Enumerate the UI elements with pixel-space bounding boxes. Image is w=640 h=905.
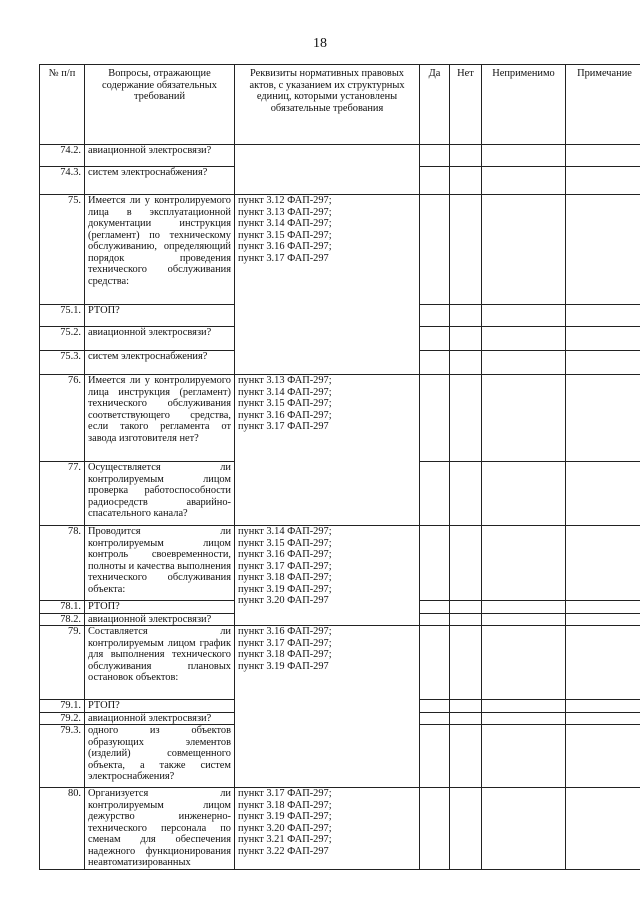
table-row — [40, 145, 640, 167]
cell-na[interactable] — [482, 195, 566, 305]
cell-yes[interactable] — [420, 145, 450, 167]
cell-note[interactable] — [566, 305, 640, 327]
row-question: Проводится ли контролируемым лицом контроль своевременности, полноты и качества выполнения технического обслуживания объекта: — [85, 526, 235, 601]
requisite-line: пункт 3.16 ФАП-297; — [238, 409, 332, 421]
table-row — [40, 526, 640, 601]
cell-no[interactable] — [450, 351, 482, 375]
row-number: 75.3. — [40, 351, 85, 375]
cell-note[interactable] — [566, 700, 640, 713]
cell-yes[interactable] — [420, 725, 450, 788]
cell-no[interactable] — [450, 626, 482, 700]
requisite-line: пункт 3.18 ФАП-297; — [238, 649, 332, 660]
checklist-table — [39, 64, 640, 870]
cell-yes[interactable] — [420, 712, 450, 725]
requisite-line: пункт 3.16 ФАП-297; — [238, 626, 332, 637]
cell-yes[interactable] — [420, 351, 450, 375]
header-yes: Да — [420, 65, 450, 145]
row-question: Имеется ли у контролируемого лица инструкция (регламент) технического обслуживания соответствующего средства, если такого регламента от завода изготовителя нет? — [85, 375, 235, 462]
requisite-line: пункт 3.20 ФАП-297 — [238, 595, 329, 606]
requisite-line: пункт 3.17 ФАП-297; — [238, 788, 332, 799]
cell-na[interactable] — [482, 327, 566, 351]
cell-note[interactable] — [566, 526, 640, 601]
cell-na[interactable] — [482, 375, 566, 462]
header-na: Неприменимо — [482, 65, 566, 145]
cell-na[interactable] — [482, 788, 566, 870]
cell-no[interactable] — [450, 712, 482, 725]
row-requisites — [235, 788, 420, 870]
requisite-line: пункт 3.14 ФАП-297; — [238, 526, 332, 537]
row-number: 74.3. — [40, 167, 85, 195]
requisite-line: пункт 3.18 ФАП-297; — [238, 799, 332, 811]
table-row — [40, 375, 640, 462]
cell-note[interactable] — [566, 788, 640, 870]
cell-note[interactable] — [566, 613, 640, 626]
requisite-line: пункт 3.13 ФАП-297; — [238, 375, 332, 386]
cell-no[interactable] — [450, 167, 482, 195]
cell-yes[interactable] — [420, 305, 450, 327]
row-number: 74.2. — [40, 145, 85, 167]
cell-note[interactable] — [566, 462, 640, 526]
cell-yes[interactable] — [420, 195, 450, 305]
requisite-line: пункт 3.19 ФАП-297 — [238, 660, 329, 672]
requisite-line: пункт 3.21 ФАП-297; — [238, 834, 332, 845]
row-question: Осуществляется ли контролируемым лицом проверка работоспособности радиосредств аварийно-спасательного канала? — [85, 462, 235, 526]
requisite-line: пункт 3.16 ФАП-297; — [238, 549, 332, 560]
cell-note[interactable] — [566, 626, 640, 700]
requisite-line: пункт 3.17 ФАП-297; — [238, 637, 332, 649]
cell-na[interactable] — [482, 526, 566, 601]
header-no: Нет — [450, 65, 482, 145]
row-number: 75.1. — [40, 305, 85, 327]
row-question: авиационной электросвязи? — [85, 145, 235, 167]
row-question: РТОП? — [85, 305, 235, 327]
cell-no[interactable] — [450, 195, 482, 305]
row-requisites — [235, 145, 420, 195]
cell-na[interactable] — [482, 462, 566, 526]
requisite-line: пункт 3.15 ФАП-297; — [238, 398, 332, 409]
header-num: № п/п — [40, 65, 85, 145]
cell-yes[interactable] — [420, 526, 450, 601]
row-number: 78.2. — [40, 613, 85, 626]
cell-yes[interactable] — [420, 700, 450, 713]
header-note: Примечание — [566, 65, 640, 145]
cell-yes[interactable] — [420, 613, 450, 626]
row-number: 77. — [40, 462, 85, 526]
cell-na[interactable] — [482, 305, 566, 327]
row-question: систем электроснабжения? — [85, 167, 235, 195]
requisite-line: пункт 3.15 ФАП-297; — [238, 537, 332, 549]
cell-no[interactable] — [450, 700, 482, 713]
row-question: Составляется ли контролируемым лицом график для выполнения технического обслуживания плановых остановок объектов: — [85, 626, 235, 700]
requisite-line: пункт 3.18 ФАП-297; — [238, 572, 332, 583]
table-row — [40, 626, 640, 700]
row-requisites — [235, 526, 420, 626]
cell-na[interactable] — [482, 626, 566, 700]
cell-note[interactable] — [566, 375, 640, 462]
cell-no[interactable] — [450, 601, 482, 614]
row-number: 76. — [40, 375, 85, 462]
page-number: 18 — [313, 36, 327, 51]
requisite-line: пункт 3.13 ФАП-297; — [238, 206, 332, 218]
cell-note[interactable] — [566, 351, 640, 375]
cell-na[interactable] — [482, 725, 566, 788]
row-number: 79.3. — [40, 725, 85, 788]
requisite-line: пункт 3.14 ФАП-297; — [238, 386, 332, 398]
cell-note[interactable] — [566, 712, 640, 725]
cell-note[interactable] — [566, 195, 640, 305]
cell-yes[interactable] — [420, 601, 450, 614]
cell-no[interactable] — [450, 305, 482, 327]
cell-yes[interactable] — [420, 626, 450, 700]
cell-na[interactable] — [482, 167, 566, 195]
row-number: 79. — [40, 626, 85, 700]
cell-no[interactable] — [450, 725, 482, 788]
requisite-line: пункт 3.15 ФАП-297; — [238, 229, 332, 241]
cell-note[interactable] — [566, 725, 640, 788]
cell-na[interactable] — [482, 145, 566, 167]
requisite-line: пункт 3.19 ФАП-297; — [238, 583, 332, 595]
row-requisites — [235, 626, 420, 788]
row-question: систем электроснабжения? — [85, 351, 235, 375]
requisite-line: пункт 3.16 ФАП-297; — [238, 241, 332, 252]
cell-na[interactable] — [482, 613, 566, 626]
cell-yes[interactable] — [420, 327, 450, 351]
row-number: 75. — [40, 195, 85, 305]
cell-no[interactable] — [450, 375, 482, 462]
cell-na[interactable] — [482, 601, 566, 614]
cell-note[interactable] — [566, 327, 640, 351]
cell-no[interactable] — [450, 788, 482, 870]
cell-no[interactable] — [450, 462, 482, 526]
header-question: Вопросы, отражающие содержание обязательных требований — [85, 65, 235, 145]
row-requisites — [235, 195, 420, 375]
cell-no[interactable] — [450, 145, 482, 167]
header-requisites: Реквизиты нормативных правовых актов, с указанием их структурных единиц, которыми установлены обязательные требования — [235, 65, 420, 145]
header-row — [40, 65, 640, 145]
cell-no[interactable] — [450, 613, 482, 626]
requisite-line: пункт 3.17 ФАП-297 — [238, 421, 329, 432]
cell-note[interactable] — [566, 145, 640, 167]
requisite-line: пункт 3.22 ФАП-297 — [238, 845, 329, 857]
row-number: 79.2. — [40, 712, 85, 725]
row-requisites — [235, 375, 420, 526]
requisite-line: пункт 3.14 ФАП-297; — [238, 218, 332, 229]
cell-yes[interactable] — [420, 462, 450, 526]
cell-yes[interactable] — [420, 167, 450, 195]
requisite-line: пункт 3.17 ФАП-297; — [238, 560, 332, 572]
row-question: Организуется ли контролируемым лицом дежурство инженерно-технического персонала по сменам для обеспечения надежного функционирования неавтоматизированных — [85, 788, 235, 870]
requisite-line: пункт 3.17 ФАП-297 — [238, 252, 329, 264]
requisite-line: пункт 3.12 ФАП-297; — [238, 195, 332, 206]
row-number: 78.1. — [40, 601, 85, 614]
row-question: Имеется ли у контролируемого лица в эксплуатационной документации инструкция (регламент) по техническому обслуживанию, определяющий порядок проведения технического обслуживания средства: — [85, 195, 235, 305]
table-row — [40, 195, 640, 305]
cell-no[interactable] — [450, 327, 482, 351]
row-number: 78. — [40, 526, 85, 601]
row-number: 79.1. — [40, 700, 85, 713]
cell-no[interactable] — [450, 526, 482, 601]
cell-note[interactable] — [566, 167, 640, 195]
row-question: авиационной электросвязи? — [85, 712, 235, 725]
cell-yes[interactable] — [420, 788, 450, 870]
row-question: авиационной электросвязи? — [85, 327, 235, 351]
row-question: одного из объектов образующих элементов (изделий) совмещенного объекта, а также систем электроснабжения? — [85, 725, 235, 788]
row-number: 80. — [40, 788, 85, 870]
requisite-line: пункт 3.19 ФАП-297; — [238, 811, 332, 822]
row-number: 75.2. — [40, 327, 85, 351]
row-question: РТОП? — [85, 700, 235, 713]
cell-na[interactable] — [482, 351, 566, 375]
cell-na[interactable] — [482, 712, 566, 725]
cell-yes[interactable] — [420, 375, 450, 462]
row-question: авиационной электросвязи? — [85, 613, 235, 626]
cell-na[interactable] — [482, 700, 566, 713]
requisite-line: пункт 3.20 ФАП-297; — [238, 822, 332, 834]
row-question: РТОП? — [85, 601, 235, 614]
cell-note[interactable] — [566, 601, 640, 614]
table-row — [40, 788, 640, 870]
